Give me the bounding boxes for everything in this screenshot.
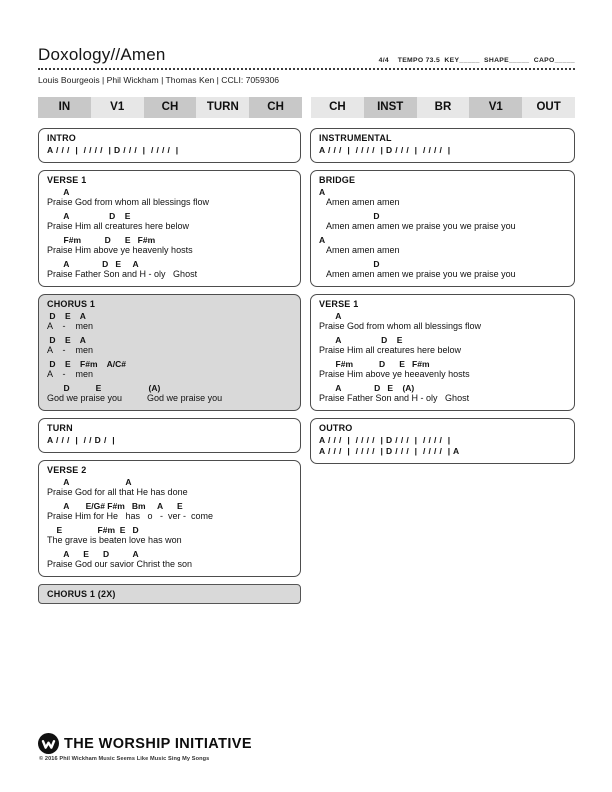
lyric-line: A - men — [47, 369, 94, 379]
section-label: VERSE 1 — [319, 299, 359, 309]
section-box-verse2 — [38, 460, 301, 577]
section-label: VERSE 2 — [47, 465, 87, 475]
section-label: TURN — [47, 423, 73, 433]
chord-progression: A / / / | / / / / | D / / / | / / / / | — [47, 145, 179, 155]
lyric-line: Praise Father Son and H - oly Ghost — [47, 269, 198, 279]
chord-line: A — [319, 187, 326, 197]
section-label: INSTRUMENTAL — [319, 133, 392, 143]
lyric-line: Praise God our savior Christ the son — [47, 559, 193, 569]
nav-button-v1b[interactable]: V1 — [469, 97, 522, 118]
chord-line: A — [319, 235, 326, 245]
credits-line: Louis Bourgeois | Phil Wickham | Thomas Ken | CCLI: 7059306 — [38, 75, 280, 85]
lyric-line: Praise God from whom all blessings flow — [319, 321, 482, 331]
chord-line: A D E — [47, 211, 131, 221]
section-nav — [38, 97, 575, 118]
nav-button-in[interactable]: IN — [38, 97, 91, 118]
chord-line: D E A — [47, 311, 86, 321]
lyric-line: God we praise you God we praise you — [47, 393, 223, 403]
lyric-line: Praise Him all creatures here below — [319, 345, 462, 355]
chord-line: D — [319, 211, 380, 221]
section-box-verse1-reprise — [310, 294, 575, 411]
lyric-line: A - men — [47, 345, 94, 355]
nav-button-ch2[interactable]: CH — [249, 97, 302, 118]
section-box-bridge — [310, 170, 575, 287]
chord-line: A D E (A) — [319, 383, 415, 393]
chord-line: D E A — [47, 335, 86, 345]
section-label: CHORUS 1 — [47, 299, 96, 309]
chord-line: A A — [47, 477, 132, 487]
section-nav-right-group — [311, 97, 575, 118]
footer — [38, 733, 252, 762]
section-box-chorus1 — [38, 294, 301, 411]
copyright-line: © 2016 Phil Wickham Music Seems Like Music Sing My Songs — [39, 756, 210, 762]
nav-button-ch[interactable]: CH — [144, 97, 197, 118]
lyric-line: Amen amen amen we praise you we praise you — [319, 269, 516, 279]
lyric-line: Praise Father Son and H - oly Ghost — [319, 393, 470, 403]
chord-line: A E/G# F#m Bm A E — [47, 501, 183, 511]
section-label: VERSE 1 — [47, 175, 87, 185]
chord-progression: A / / / | / / / / | D / / / | / / / / | — [319, 435, 451, 445]
nav-button-out[interactable]: OUT — [522, 97, 575, 118]
lyric-line: A - men — [47, 321, 94, 331]
chord-line: D — [319, 259, 380, 269]
chord-line: A D E — [319, 335, 403, 345]
nav-button-ch3[interactable]: CH — [311, 97, 364, 118]
section-box-instrumental — [310, 128, 575, 163]
lyric-line: Praise Him above ye heavenly hosts — [47, 245, 193, 255]
lyric-line: Praise Him all creatures here below — [47, 221, 190, 231]
chord-line: E F#m E D — [47, 525, 139, 535]
lyric-line: Amen amen amen we praise you we praise you — [319, 221, 516, 231]
section-box-verse1 — [38, 170, 301, 287]
lyric-line: Amen amen amen — [319, 197, 400, 207]
section-box-intro — [38, 128, 301, 163]
lyric-line: The grave is beaten love has won — [47, 535, 182, 545]
lyric-line: Amen amen amen — [319, 245, 400, 255]
meta-fields: 4/4 TEMPO 73.5 KEY_____ SHAPE_____ CAPO_____ — [378, 57, 575, 64]
chord-progression: A / / / | / / D / | — [47, 435, 116, 445]
header — [38, 45, 575, 65]
lyric-line: Praise God for all that He has done — [47, 487, 188, 497]
footer-brand: THE WORSHIP INITIATIVE — [64, 735, 252, 752]
chord-line: A — [319, 311, 342, 321]
lyric-line: Praise Him for He has o - ver - come — [47, 511, 214, 521]
section-label: INTRO — [47, 133, 76, 143]
page-title: Doxology//Amen — [38, 45, 166, 64]
chord-line: F#m D E F#m — [47, 235, 156, 245]
nav-button-v1[interactable]: V1 — [91, 97, 144, 118]
section-nav-left-group — [38, 97, 302, 118]
lyric-line: Praise Him above ye heeavenly hosts — [319, 369, 470, 379]
right-column — [310, 128, 575, 471]
chord-line: F#m D E F#m — [319, 359, 430, 369]
lyric-line: Praise God from whom all blessings flow — [47, 197, 210, 207]
chord-progression: A / / / | / / / / | D / / / | / / / / | A — [319, 446, 460, 456]
dotted-divider — [38, 68, 575, 70]
section-box-chorus1-2x — [38, 584, 301, 604]
chord-line: A — [47, 187, 70, 197]
section-label: OUTRO — [319, 423, 353, 433]
chord-line: D E F#m A/C# — [47, 359, 127, 369]
worship-initiative-logo-icon — [38, 733, 59, 754]
chord-line: D E (A) — [47, 383, 161, 393]
chord-line: A E D A — [47, 549, 139, 559]
section-label: BRIDGE — [319, 175, 356, 185]
left-column — [38, 128, 301, 604]
section-box-turn — [38, 418, 301, 453]
nav-button-br[interactable]: BR — [417, 97, 470, 118]
section-box-outro — [310, 418, 575, 464]
section-label: CHORUS 1 (2X) — [47, 589, 116, 599]
nav-button-inst[interactable]: INST — [364, 97, 417, 118]
nav-button-turn[interactable]: TURN — [196, 97, 249, 118]
chord-progression: A / / / | / / / / | D / / / | / / / / | — [319, 145, 451, 155]
chord-line: A D E A — [47, 259, 139, 269]
